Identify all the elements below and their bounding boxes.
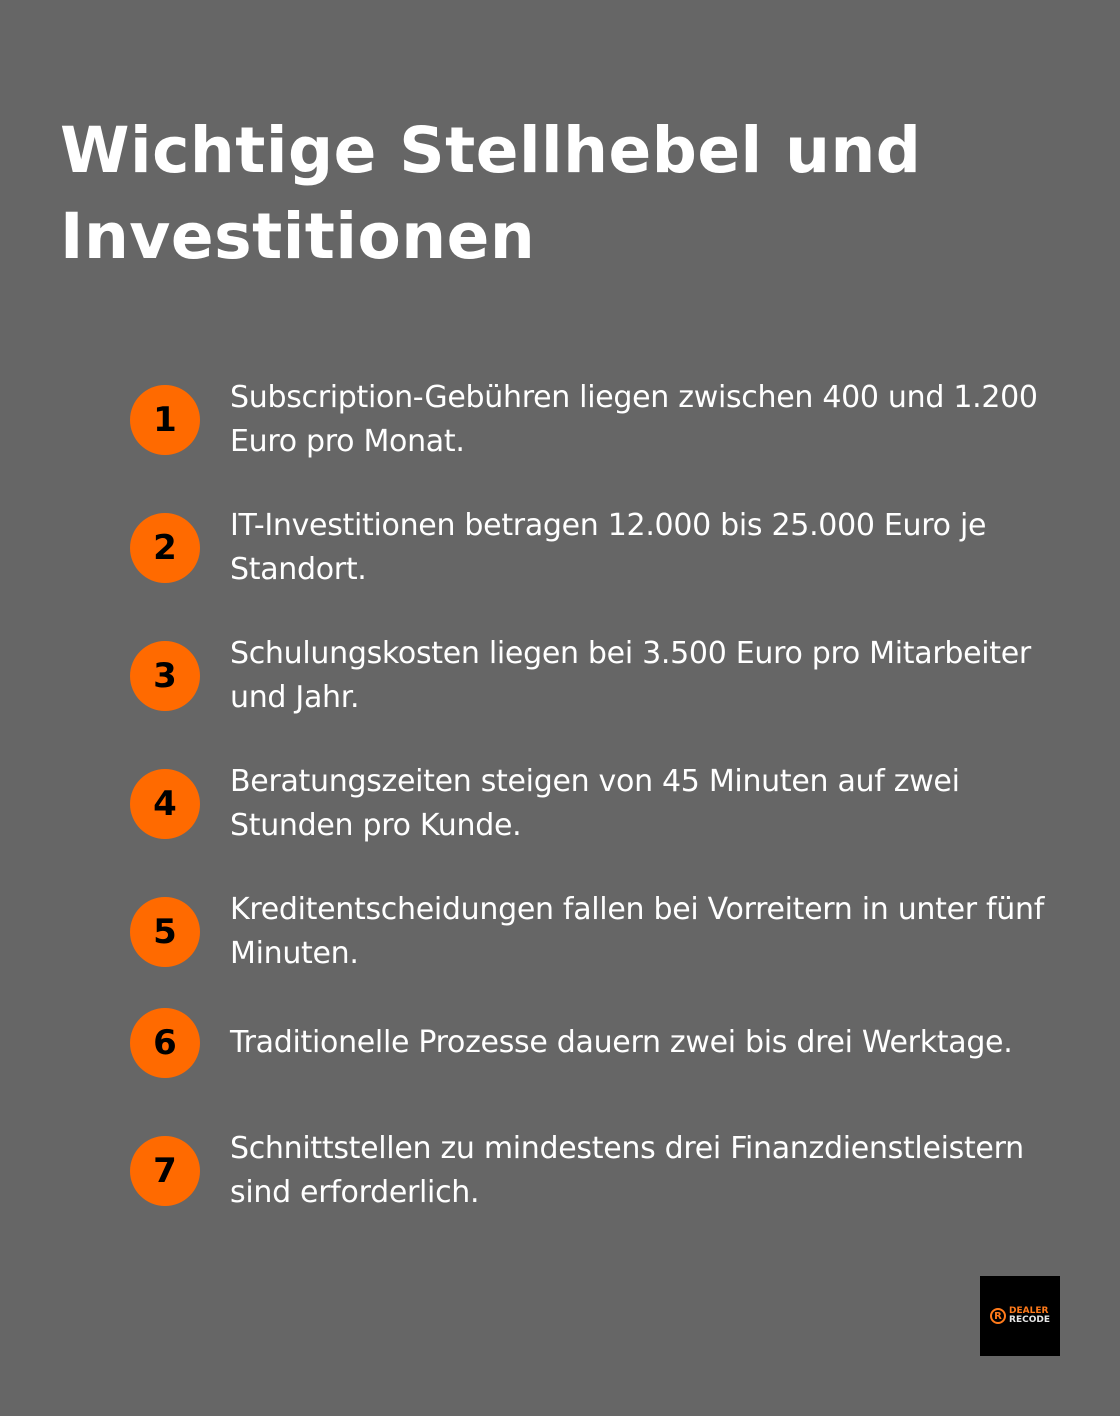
number-badge: 5 bbox=[130, 897, 200, 967]
number-badge: 3 bbox=[130, 641, 200, 711]
dealer-recode-logo bbox=[980, 1276, 1060, 1356]
item-text: Traditionelle Prozesse dauern zwei bis drei Werktage. bbox=[230, 1025, 1013, 1060]
logo-line2: RECODE bbox=[1009, 1315, 1050, 1325]
number-badge: 1 bbox=[130, 385, 200, 455]
item-text: Subscription-Gebühren liegen zwischen 400 und 1.200 Euro pro Monat. bbox=[230, 380, 1038, 459]
list-item bbox=[130, 504, 1050, 592]
list-item bbox=[130, 760, 1050, 848]
list-item bbox=[130, 632, 1050, 720]
logo-line1: DEALER bbox=[1009, 1306, 1049, 1316]
list-item bbox=[130, 888, 1050, 976]
page-title: Wichtige Stellhebel und Investitionen bbox=[60, 114, 922, 273]
number-badge: 7 bbox=[130, 1136, 200, 1206]
list-item bbox=[130, 1127, 1050, 1215]
item-text: Beratungszeiten steigen von 45 Minuten auf zwei Stunden pro Kunde. bbox=[230, 764, 960, 843]
list-item bbox=[130, 376, 1050, 464]
item-text: Schnittstellen zu mindestens drei Finanzdienstleistern sind erforderlich. bbox=[230, 1131, 1024, 1210]
number-badge: 4 bbox=[130, 769, 200, 839]
item-text: IT-Investitionen betragen 12.000 bis 25.000 Euro je Standort. bbox=[230, 508, 987, 587]
number-badge: 6 bbox=[130, 1008, 200, 1078]
logo-r-icon: R bbox=[990, 1308, 1006, 1324]
list-item bbox=[130, 1008, 1050, 1078]
number-badge: 2 bbox=[130, 513, 200, 583]
item-text: Kreditentscheidungen fallen bei Vorreitern in unter fünf Minuten. bbox=[230, 892, 1044, 971]
item-text: Schulungskosten liegen bei 3.500 Euro pro Mitarbeiter und Jahr. bbox=[230, 636, 1031, 715]
